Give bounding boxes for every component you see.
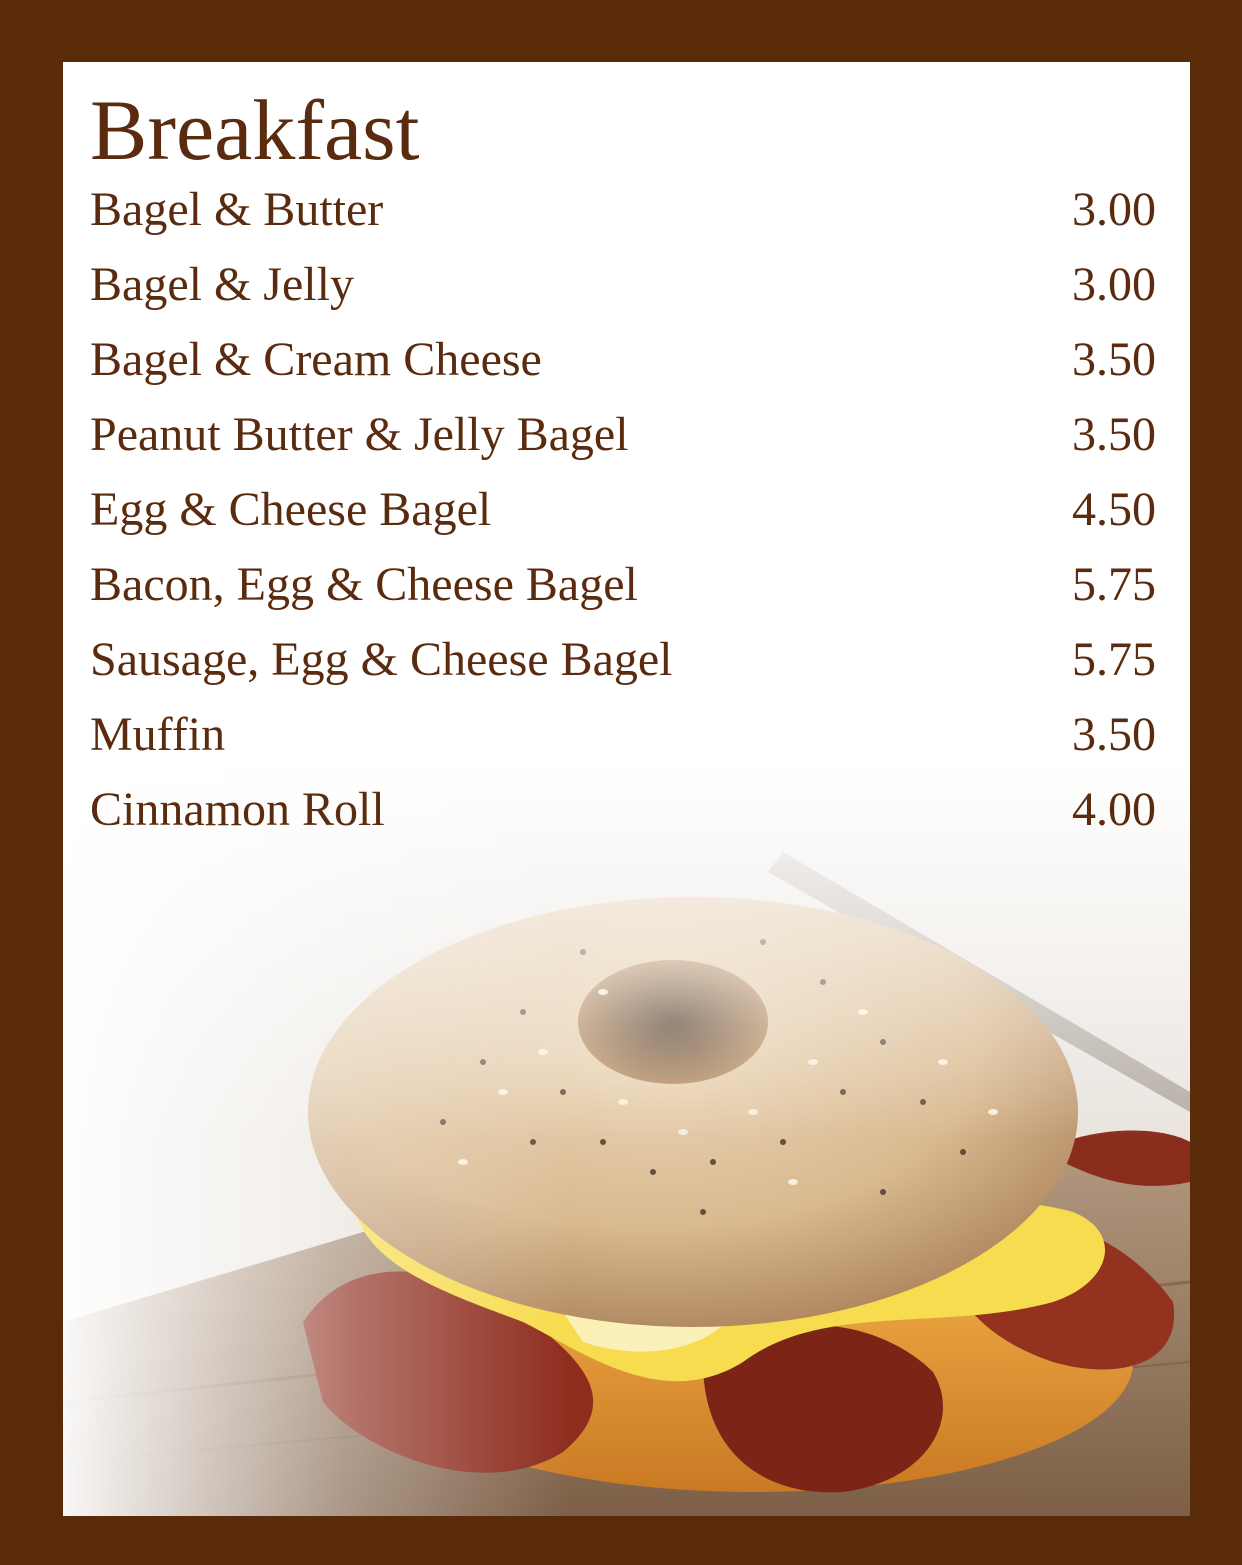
menu-item	[90, 547, 1156, 622]
menu-item-price: 3.50	[1072, 333, 1156, 386]
menu-item	[90, 697, 1156, 772]
menu-title: Breakfast	[90, 82, 420, 178]
menu-item	[90, 172, 1156, 247]
menu-item-name: Muffin	[90, 708, 226, 761]
menu-item-name: Cinnamon Roll	[90, 783, 385, 836]
menu-panel	[63, 62, 1190, 1516]
menu-item-price: 4.00	[1072, 783, 1156, 836]
menu-item-price: 5.75	[1072, 558, 1156, 611]
menu-list	[90, 172, 1156, 847]
menu-item	[90, 772, 1156, 847]
menu-item	[90, 397, 1156, 472]
menu-item-price: 5.75	[1072, 633, 1156, 686]
menu-item-name: Bagel & Cream Cheese	[90, 333, 542, 386]
menu-item	[90, 622, 1156, 697]
menu-item-name: Bagel & Butter	[90, 183, 384, 236]
menu-item-name: Bacon, Egg & Cheese Bagel	[90, 558, 638, 611]
menu-item	[90, 247, 1156, 322]
menu-item-price: 3.50	[1072, 408, 1156, 461]
menu-item-price: 3.00	[1072, 258, 1156, 311]
menu-item	[90, 472, 1156, 547]
menu-item	[90, 322, 1156, 397]
menu-item-name: Bagel & Jelly	[90, 258, 354, 311]
bagel-sandwich-illustration	[63, 762, 1190, 1516]
menu-item-name: Peanut Butter & Jelly Bagel	[90, 408, 629, 461]
menu-item-name: Egg & Cheese Bagel	[90, 483, 492, 536]
bagel-sandwich-photo	[63, 762, 1190, 1516]
menu-item-price: 3.50	[1072, 708, 1156, 761]
menu-item-name: Sausage, Egg & Cheese Bagel	[90, 633, 673, 686]
menu-item-price: 3.00	[1072, 183, 1156, 236]
menu-item-price: 4.50	[1072, 483, 1156, 536]
